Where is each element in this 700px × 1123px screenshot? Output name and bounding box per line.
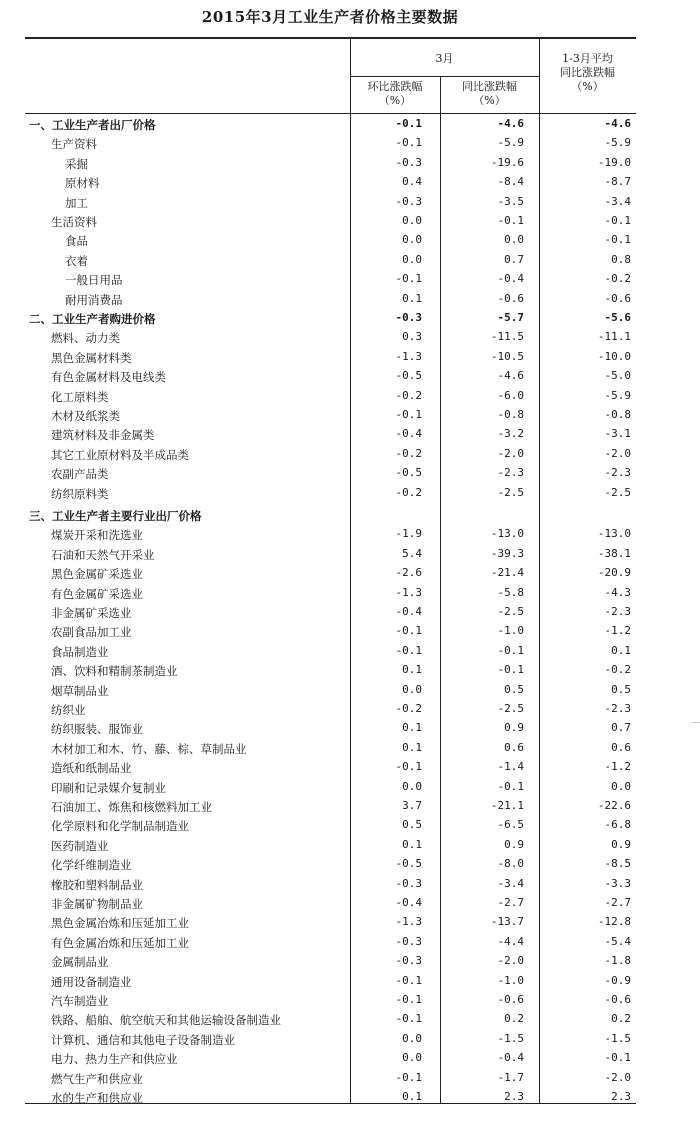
row-label: 其它工业原材料及半成品类: [51, 447, 189, 462]
yoy-change-value: -19.6: [490, 155, 524, 169]
row-label: 化工原料类: [51, 389, 109, 404]
table-row: [25, 464, 636, 483]
table-row: [25, 913, 636, 932]
avg-change-value: -2.5: [604, 485, 631, 499]
mom-change-value: -0.1: [395, 117, 422, 130]
yoy-change-value: -1.5: [497, 1031, 524, 1045]
avg-change-value: 0.9: [611, 837, 631, 851]
table-row: [25, 328, 636, 347]
avg-change-value: 0.6: [611, 740, 631, 754]
table-row: [25, 445, 636, 464]
table-row: [25, 406, 636, 425]
avg-change-value: -0.8: [604, 408, 631, 421]
mom-change-value: 0.5: [402, 818, 422, 832]
mom-change-value: 0.1: [402, 291, 422, 305]
yoy-change-value: -2.0: [497, 446, 524, 460]
table-row: [25, 855, 636, 874]
yoy-change-value: -10.5: [490, 349, 524, 363]
scroll-tick: [692, 722, 700, 723]
mom-change-value: -0.3: [395, 194, 422, 208]
row-label: 生活资料: [51, 215, 97, 229]
mom-change-value: -1.3: [395, 915, 422, 929]
row-label: 农副产品类: [51, 467, 109, 482]
row-label: 铁路、船舶、航空航天和其他运输设备制造业: [51, 1013, 281, 1028]
avg-change-value: -6.8: [604, 818, 631, 832]
avg-change-value: 0.0: [611, 779, 631, 793]
yoy-change-value: -2.5: [497, 485, 524, 499]
mom-change-value: 0.0: [402, 214, 422, 227]
yoy-change-value: -5.7: [497, 311, 524, 324]
table-row: [25, 134, 636, 153]
yoy-change-value: -11.5: [490, 330, 524, 344]
mom-change-value: -0.4: [395, 427, 422, 441]
mom-change-value: -0.1: [395, 624, 422, 638]
avg-change-value: -19.0: [597, 155, 631, 169]
mom-change-value: -1.9: [395, 527, 422, 541]
avg-change-value: -0.1: [604, 1051, 631, 1065]
mom-change-value: 0.0: [402, 682, 422, 696]
avg-change-value: -5.0: [604, 369, 631, 383]
yoy-change-value: -6.5: [497, 818, 524, 832]
row-label: 衣着: [65, 253, 88, 268]
avg-change-value: -8.5: [604, 857, 631, 871]
mom-change-value: -0.4: [395, 605, 422, 618]
mom-change-value: 0.1: [402, 740, 422, 754]
avg-change-value: -1.2: [604, 624, 631, 638]
mom-change-value: 0.0: [402, 1051, 422, 1065]
table-row: [25, 506, 636, 525]
mom-change-value: 0.1: [402, 1090, 422, 1103]
avg-change-value: -1.2: [604, 760, 631, 774]
yoy-change-value: -0.1: [497, 663, 524, 677]
mom-change-value: -0.2: [395, 485, 422, 499]
avg-change-value: -1.5: [604, 1031, 631, 1045]
header-avg-line1: 1-3月平均: [562, 52, 613, 65]
mom-change-value: -0.3: [395, 155, 422, 169]
yoy-change-value: -5.8: [497, 585, 524, 599]
avg-change-value: -11.1: [597, 330, 631, 344]
avg-change-value: -0.1: [604, 233, 631, 247]
yoy-change-value: -39.3: [490, 546, 524, 560]
mom-change-value: -0.1: [395, 973, 422, 987]
avg-change-value: -3.3: [604, 876, 631, 890]
row-label: 一般日用品: [65, 273, 123, 288]
table-row: [25, 367, 636, 386]
yoy-change-value: -8.4: [497, 175, 524, 189]
yoy-change-value: -1.0: [497, 624, 524, 638]
row-label: 有色金属矿采选业: [51, 586, 143, 601]
mom-change-value: 3.7: [402, 799, 422, 812]
row-label: 纺织业: [51, 703, 86, 717]
table-row: [25, 972, 636, 991]
mom-change-value: -1.3: [395, 585, 422, 599]
header-yoy: [440, 80, 539, 108]
table-row: [25, 290, 636, 309]
avg-change-value: -4.6: [604, 117, 631, 130]
yoy-change-value: -3.5: [497, 194, 524, 208]
table-row: [25, 1049, 636, 1068]
row-label: 煤炭开采和洗选业: [51, 528, 143, 543]
yoy-change-value: 0.2: [504, 1012, 524, 1026]
table-row: [25, 758, 636, 777]
mom-change-value: -0.1: [395, 1070, 422, 1084]
row-label: 化学纤维制造业: [51, 858, 132, 873]
avg-change-value: 0.1: [611, 643, 631, 657]
table-row: [25, 309, 636, 328]
mom-change-value: -0.2: [395, 446, 422, 460]
avg-change-value: -8.7: [604, 175, 631, 189]
avg-change-value: -0.2: [604, 272, 631, 286]
table-row: [25, 681, 636, 700]
yoy-change-value: -2.5: [497, 605, 524, 618]
row-label: 木材及纸浆类: [51, 409, 120, 423]
row-label: 通用设备制造业: [51, 974, 132, 989]
row-label: 三、工业生产者主要行业出厂价格: [29, 509, 202, 523]
table-row: [25, 1069, 636, 1088]
header-yoy-line2: （%）: [473, 94, 506, 107]
yoy-change-value: 0.9: [504, 837, 524, 851]
yoy-change-value: -1.0: [497, 973, 524, 987]
table-row: [25, 778, 636, 797]
avg-change-value: -10.0: [597, 349, 631, 363]
mom-change-value: -0.4: [395, 896, 422, 909]
yoy-change-value: -0.4: [497, 1051, 524, 1065]
row-label: 有色金属冶炼和压延加工业: [51, 935, 189, 950]
table-row: [25, 642, 636, 661]
row-label: 水的生产和供应业: [51, 1091, 143, 1105]
mom-change-value: -0.1: [395, 643, 422, 657]
table-row: [25, 584, 636, 603]
avg-change-value: 0.5: [611, 682, 631, 696]
table-row: [25, 270, 636, 289]
table-top-rule: [25, 37, 636, 39]
yoy-change-value: -0.1: [497, 779, 524, 793]
avg-change-value: -2.3: [604, 605, 631, 618]
avg-change-value: -20.9: [597, 566, 631, 580]
yoy-change-value: -2.0: [497, 954, 524, 968]
yoy-change-value: -3.4: [497, 876, 524, 890]
table-row: [25, 719, 636, 738]
mom-change-value: -2.6: [395, 566, 422, 580]
mom-change-value: 0.4: [402, 175, 422, 189]
table-row: [25, 894, 636, 913]
mom-change-value: 0.3: [402, 330, 422, 344]
avg-change-value: -0.2: [604, 663, 631, 677]
table-row: [25, 425, 636, 444]
avg-change-value: -1.8: [604, 954, 631, 968]
row-label: 黑色金属矿采选业: [51, 567, 143, 582]
table-row: [25, 700, 636, 719]
row-label: 烟草制品业: [51, 683, 109, 698]
row-label: 生产资料: [51, 137, 97, 152]
mom-change-value: -0.3: [395, 311, 422, 324]
table-row: [25, 952, 636, 971]
header-avg-line2: 同比涨跌幅: [560, 66, 615, 79]
table-row: [25, 115, 636, 134]
yoy-change-value: -1.4: [497, 760, 524, 774]
row-label: 非金属矿物制品业: [51, 897, 143, 911]
yoy-change-value: -0.6: [497, 291, 524, 305]
table-row: [25, 348, 636, 367]
avg-change-value: -12.8: [597, 915, 631, 929]
mom-change-value: -0.5: [395, 466, 422, 480]
yoy-change-value: -6.0: [497, 388, 524, 402]
mom-change-value: -0.5: [395, 369, 422, 383]
avg-change-value: -0.6: [604, 993, 631, 1006]
yoy-change-value: -4.4: [497, 934, 524, 948]
yoy-change-value: -1.7: [497, 1070, 524, 1084]
table-row: [25, 564, 636, 583]
yoy-change-value: -13.0: [490, 527, 524, 541]
avg-change-value: -5.4: [604, 934, 631, 948]
mom-change-value: 0.0: [402, 779, 422, 793]
yoy-change-value: 0.9: [504, 721, 524, 735]
yoy-change-value: -0.6: [497, 993, 524, 1006]
avg-change-value: -2.3: [604, 702, 631, 715]
row-label: 金属制品业: [51, 955, 109, 970]
table-row: [25, 816, 636, 835]
yoy-change-value: 0.0: [504, 233, 524, 247]
yoy-change-value: -3.2: [497, 427, 524, 441]
mom-change-value: -0.1: [395, 993, 422, 1006]
row-label: 有色金属材料及电线类: [51, 370, 166, 385]
row-label: 燃气生产和供应业: [51, 1071, 143, 1086]
mom-change-value: -0.1: [395, 272, 422, 286]
table-row: [25, 1010, 636, 1029]
row-label: 耐用消费品: [65, 292, 123, 307]
row-label: 印刷和记录媒介复制业: [51, 780, 166, 795]
row-label: 石油和天然气开采业: [51, 547, 155, 562]
mom-change-value: -0.3: [395, 934, 422, 948]
table-row: [25, 836, 636, 855]
table-row: [25, 622, 636, 641]
header-mom-line1: 环比涨跌幅: [367, 80, 423, 93]
mom-change-value: -0.2: [395, 388, 422, 402]
avg-change-value: -5.6: [604, 311, 631, 324]
table-row: [25, 212, 636, 231]
table-row: [25, 193, 636, 212]
table-row: [25, 661, 636, 680]
avg-change-value: -2.3: [604, 466, 631, 480]
avg-change-value: -5.9: [604, 388, 631, 402]
avg-change-value: -2.0: [604, 446, 631, 460]
table-row: [25, 875, 636, 894]
avg-change-value: 0.7: [611, 721, 631, 735]
table-row: [25, 154, 636, 173]
avg-change-value: -5.9: [604, 136, 631, 150]
avg-change-value: -22.6: [597, 799, 631, 812]
header-mom-line2: （%）: [378, 94, 412, 107]
row-label: 建筑材料及非金属类: [51, 428, 155, 443]
header-avg-line3: （%）: [571, 80, 604, 93]
yoy-change-value: -2.3: [497, 466, 524, 480]
header-yoy-line1: 同比涨跌幅: [462, 80, 517, 93]
table-row: [25, 603, 636, 622]
avg-change-value: -38.1: [597, 546, 631, 560]
row-label: 纺织服装、服饰业: [51, 722, 143, 737]
avg-change-value: -4.3: [604, 585, 631, 599]
page-title: 2015年3月工业生产者价格主要数据: [201, 8, 459, 26]
table-row: [25, 484, 636, 503]
mom-change-value: 0.0: [402, 1031, 422, 1045]
yoy-change-value: 0.5: [504, 682, 524, 696]
table-row: [25, 387, 636, 406]
mom-change-value: 0.0: [402, 252, 422, 266]
table-row: [25, 1030, 636, 1049]
yoy-change-value: -0.1: [497, 214, 524, 227]
mom-change-value: -0.1: [395, 760, 422, 774]
table-row: [25, 173, 636, 192]
row-label: 医药制造业: [51, 838, 109, 853]
row-label: 化学原料和化学制品制造业: [51, 819, 189, 834]
avg-change-value: -0.9: [604, 973, 631, 987]
avg-change-value: -0.6: [604, 291, 631, 305]
row-label: 石油加工、炼焦和核燃料加工业: [51, 800, 212, 814]
row-label: 一、工业生产者出厂价格: [29, 118, 156, 132]
header-avg: [539, 52, 636, 94]
row-label: 黑色金属材料类: [51, 350, 132, 365]
row-label: 木材加工和木、竹、藤、棕、草制品业: [51, 741, 247, 756]
avg-change-value: -3.1: [604, 427, 631, 441]
table-row: [25, 251, 636, 270]
table-row: [25, 525, 636, 544]
mom-change-value: 0.1: [402, 837, 422, 851]
table-row: [25, 933, 636, 952]
row-label: 汽车制造业: [51, 994, 109, 1008]
header-mom: [350, 80, 440, 108]
row-label: 食品制造业: [51, 644, 109, 659]
row-label: 农副食品加工业: [51, 625, 132, 640]
row-label: 非金属矿采选业: [51, 606, 132, 620]
table-row: [25, 545, 636, 564]
table-header-rule: [25, 113, 636, 114]
yoy-change-value: -21.4: [490, 566, 524, 580]
row-label: 电力、热力生产和供应业: [51, 1052, 178, 1067]
yoy-change-value: -13.7: [490, 915, 524, 929]
header-march: [350, 52, 539, 66]
yoy-change-value: -0.8: [497, 408, 524, 421]
avg-change-value: -2.7: [604, 896, 631, 909]
yoy-change-value: -0.4: [497, 272, 524, 286]
yoy-change-value: -8.0: [497, 857, 524, 871]
row-label: 橡胶和塑料制品业: [51, 877, 143, 892]
row-label: 加工: [65, 195, 88, 210]
mom-change-value: 5.4: [402, 546, 422, 560]
yoy-change-value: -0.1: [497, 643, 524, 657]
avg-change-value: 0.2: [611, 1012, 631, 1026]
table-row: [25, 797, 636, 816]
yoy-change-value: -4.6: [497, 117, 524, 130]
row-label: 二、工业生产者购进价格: [29, 312, 156, 326]
mom-change-value: -0.3: [395, 876, 422, 890]
row-label: 原材料: [65, 176, 100, 191]
table-row: [25, 231, 636, 250]
avg-change-value: -0.1: [604, 214, 631, 227]
mom-change-value: -0.1: [395, 136, 422, 150]
subheader-rule: [350, 76, 539, 77]
row-label: 采掘: [65, 156, 88, 171]
header-march-label: 3月: [435, 52, 454, 65]
avg-change-value: 0.8: [611, 252, 631, 266]
yoy-change-value: 0.7: [504, 252, 524, 266]
row-label: 造纸和纸制品业: [51, 761, 132, 776]
mom-change-value: -0.5: [395, 857, 422, 871]
yoy-change-value: 2.3: [504, 1090, 524, 1103]
table-row: [25, 1088, 636, 1107]
avg-change-value: -3.4: [604, 194, 631, 208]
yoy-change-value: -2.5: [497, 702, 524, 715]
yoy-change-value: -21.1: [490, 799, 524, 812]
avg-change-value: -2.0: [604, 1070, 631, 1084]
mom-change-value: -1.3: [395, 349, 422, 363]
row-label: 食品: [65, 234, 88, 249]
yoy-change-value: 0.6: [504, 740, 524, 754]
yoy-change-value: -2.7: [497, 896, 524, 909]
row-label: 计算机、通信和其他电子设备制造业: [51, 1032, 235, 1047]
mom-change-value: 0.0: [402, 233, 422, 247]
mom-change-value: -0.2: [395, 702, 422, 715]
row-label: 纺织原料类: [51, 486, 109, 501]
mom-change-value: -0.1: [395, 1012, 422, 1026]
row-label: 酒、饮料和精制茶制造业: [51, 664, 178, 679]
avg-change-value: -13.0: [597, 527, 631, 541]
yoy-change-value: -5.9: [497, 136, 524, 150]
row-label: 燃料、动力类: [51, 331, 120, 346]
row-label: 黑色金属冶炼和压延加工业: [51, 916, 189, 931]
mom-change-value: 0.1: [402, 721, 422, 735]
avg-change-value: 2.3: [611, 1090, 631, 1103]
table-row: [25, 991, 636, 1010]
table-row: [25, 739, 636, 758]
yoy-change-value: -4.6: [497, 369, 524, 383]
mom-change-value: -0.1: [395, 408, 422, 421]
mom-change-value: -0.3: [395, 954, 422, 968]
mom-change-value: 0.1: [402, 663, 422, 677]
